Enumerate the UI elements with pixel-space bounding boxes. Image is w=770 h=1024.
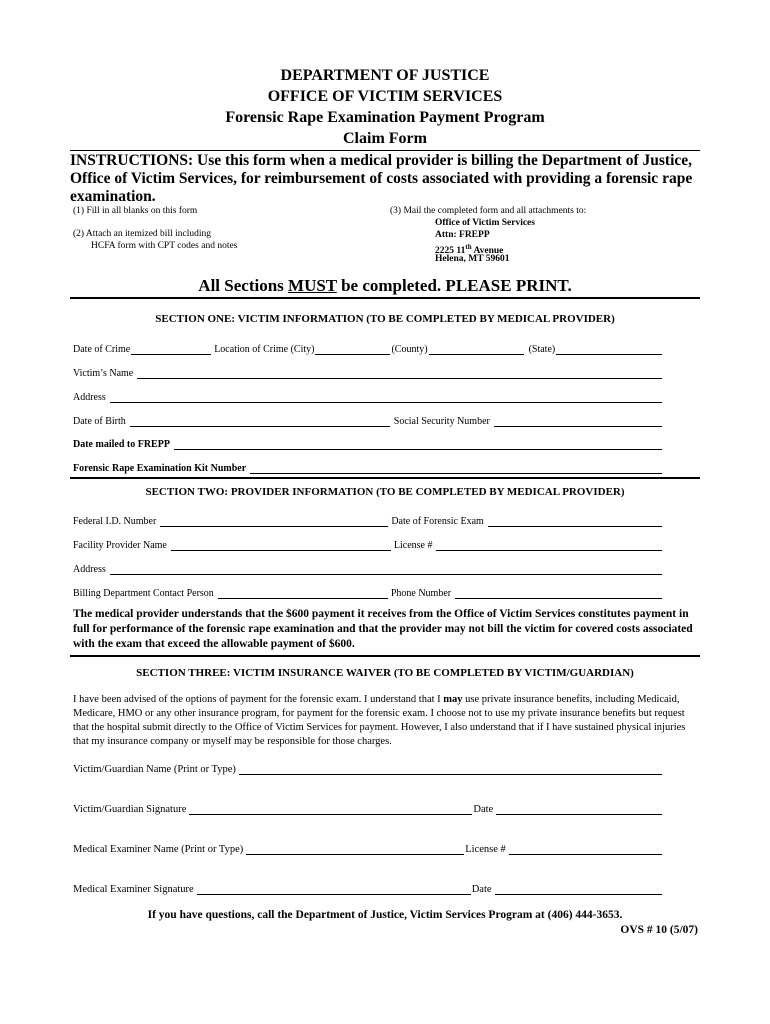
facility-label: Facility Provider Name: [73, 540, 167, 551]
must-complete-banner: All Sections MUST be completed. PLEASE PRINT.: [198, 276, 572, 295]
date-mailed-row: [73, 436, 663, 450]
office-title: OFFICE OF VICTIM SERVICES: [267, 88, 503, 105]
guardian-date-label: Date: [473, 804, 494, 815]
date-of-crime-row: [73, 341, 663, 355]
program-title: Forensic Rape Examination Payment Program: [225, 109, 545, 126]
examiner-name-field[interactable]: [246, 844, 464, 855]
divider: [70, 297, 700, 299]
divider: [70, 655, 700, 657]
instructions-text: INSTRUCTIONS: Use this form when a medical provider is billing the Department of Justice, Office of Victim Services, for reimbursement of costs associated with providing a forensic rape examination.: [70, 152, 693, 205]
insurance-waiver-text: I have been advised of the options of payment for the forensic exam. I understand that I may use private insurance benefits, including Medicaid, Medicare, HMO or any other insurance program, for payment for the forensic exam. I choose not to use my private insurance benefits but request that the hospital submit directly to the Office of Victim Services for payment. However, I also understand that if I have sustained physical injuries that my insurance company or myself may be responsible for those charges.: [73, 694, 686, 747]
kit-number-label: Forensic Rape Examination Kit Number: [73, 463, 247, 474]
questions-note: If you have questions, call the Department of Justice, Victim Services Program at (406) 444-3653.: [147, 909, 623, 921]
form-number: OVS # 10 (5/07): [620, 924, 698, 936]
state-label: (State): [528, 344, 556, 355]
date-mailed-label: Date mailed to FREPP: [73, 439, 170, 450]
guardian-date-field[interactable]: [496, 804, 662, 815]
victim-address-label: Address: [73, 392, 106, 403]
examiner-license-label: License #: [465, 844, 506, 855]
divider: [70, 477, 700, 479]
phone-label: Phone Number: [390, 588, 452, 599]
date-exam-field[interactable]: [488, 516, 662, 527]
guardian-signature-label: Victim/Guardian Signature: [73, 804, 187, 815]
section-two-title: SECTION TWO: PROVIDER INFORMATION (TO BE COMPLETED BY MEDICAL PROVIDER): [145, 486, 625, 498]
county-label: (County): [391, 344, 428, 355]
date-of-crime-label: Date of Crime: [73, 344, 131, 355]
payment-statement: The medical provider understands that the $600 payment it receives from the Office of Victim Services constitutes payment in full for performance of the forensic rape examination and that the provider may not bill the victim for covered costs associated with the exam that exceed the allowable payment of $600.: [73, 608, 693, 650]
location-city-label: Location of Crime (City): [214, 344, 315, 355]
examiner-license-field[interactable]: [509, 844, 662, 855]
ssn-field[interactable]: [494, 416, 662, 427]
guardian-signature-field[interactable]: [189, 804, 472, 815]
divider: [70, 150, 700, 151]
victim-name-label: Victim’s Name: [73, 368, 134, 379]
billing-contact-field[interactable]: [218, 588, 388, 599]
dob-label: Date of Birth: [73, 416, 126, 427]
facility-row: [73, 537, 663, 551]
federal-id-label: Federal I.D. Number: [73, 516, 157, 527]
instruction-step-3: (3) Mail the completed form and all attachments to:: [390, 206, 587, 216]
provider-address-label: Address: [73, 564, 106, 575]
guardian-name-row: [73, 761, 663, 775]
examiner-signature-field[interactable]: [197, 884, 471, 895]
instruction-step-2: (2) Attach an itemized bill including: [73, 229, 211, 239]
location-city-field[interactable]: [315, 344, 390, 355]
billing-contact-row: [73, 585, 663, 599]
kit-number-field[interactable]: [250, 463, 662, 474]
form-title: Claim Form: [343, 130, 427, 147]
license-label: License #: [393, 540, 433, 551]
provider-address-row: [73, 561, 663, 575]
date-exam-label: Date of Forensic Exam: [391, 516, 484, 527]
state-field[interactable]: [556, 344, 662, 355]
examiner-name-row: [73, 841, 663, 855]
instruction-step-2-cont: HCFA form with CPT codes and notes: [91, 241, 238, 251]
mail-address-line-3: 2225 11th Avenue: [435, 243, 504, 257]
examiner-signature-label: Medical Examiner Signature: [73, 884, 194, 895]
kit-number-row: [73, 460, 663, 474]
ssn-label: Social Security Number: [393, 416, 490, 427]
billing-contact-label: Billing Department Contact Person: [73, 588, 214, 599]
victim-name-field[interactable]: [137, 368, 662, 379]
mail-address-line-4: Helena, MT 59601: [435, 254, 510, 264]
guardian-name-label: Victim/Guardian Name (Print or Type): [73, 764, 236, 775]
guardian-signature-row: [73, 801, 663, 815]
facility-field[interactable]: [171, 540, 391, 551]
provider-address-field[interactable]: [110, 564, 662, 575]
date-of-crime-field[interactable]: [131, 344, 211, 355]
dept-title: DEPARTMENT OF JUSTICE: [280, 67, 490, 84]
dob-ssn-row: [73, 413, 663, 427]
examiner-name-label: Medical Examiner Name (Print or Type): [73, 844, 244, 855]
license-field[interactable]: [436, 540, 662, 551]
victim-address-row: [73, 389, 663, 403]
federal-id-row: [73, 513, 663, 527]
section-one-title: SECTION ONE: VICTIM INFORMATION (TO BE COMPLETED BY MEDICAL PROVIDER): [155, 313, 615, 325]
dob-field[interactable]: [130, 416, 390, 427]
instruction-step-1: (1) Fill in all blanks on this form: [73, 206, 198, 216]
phone-field[interactable]: [455, 588, 662, 599]
examiner-date-field[interactable]: [495, 884, 662, 895]
county-field[interactable]: [429, 344, 524, 355]
federal-id-field[interactable]: [160, 516, 388, 527]
mail-address-line-1: Office of Victim Services: [435, 218, 535, 228]
guardian-name-field[interactable]: [239, 764, 662, 775]
examiner-signature-row: [73, 881, 663, 895]
section-three-title: SECTION THREE: VICTIM INSURANCE WAIVER (TO BE COMPLETED BY VICTIM/GUARDIAN): [136, 667, 634, 679]
date-mailed-field[interactable]: [174, 439, 662, 450]
examiner-date-label: Date: [471, 884, 492, 895]
mail-address-line-2: Attn: FREPP: [435, 230, 490, 240]
victim-name-row: [73, 365, 663, 379]
victim-address-field[interactable]: [110, 392, 662, 403]
